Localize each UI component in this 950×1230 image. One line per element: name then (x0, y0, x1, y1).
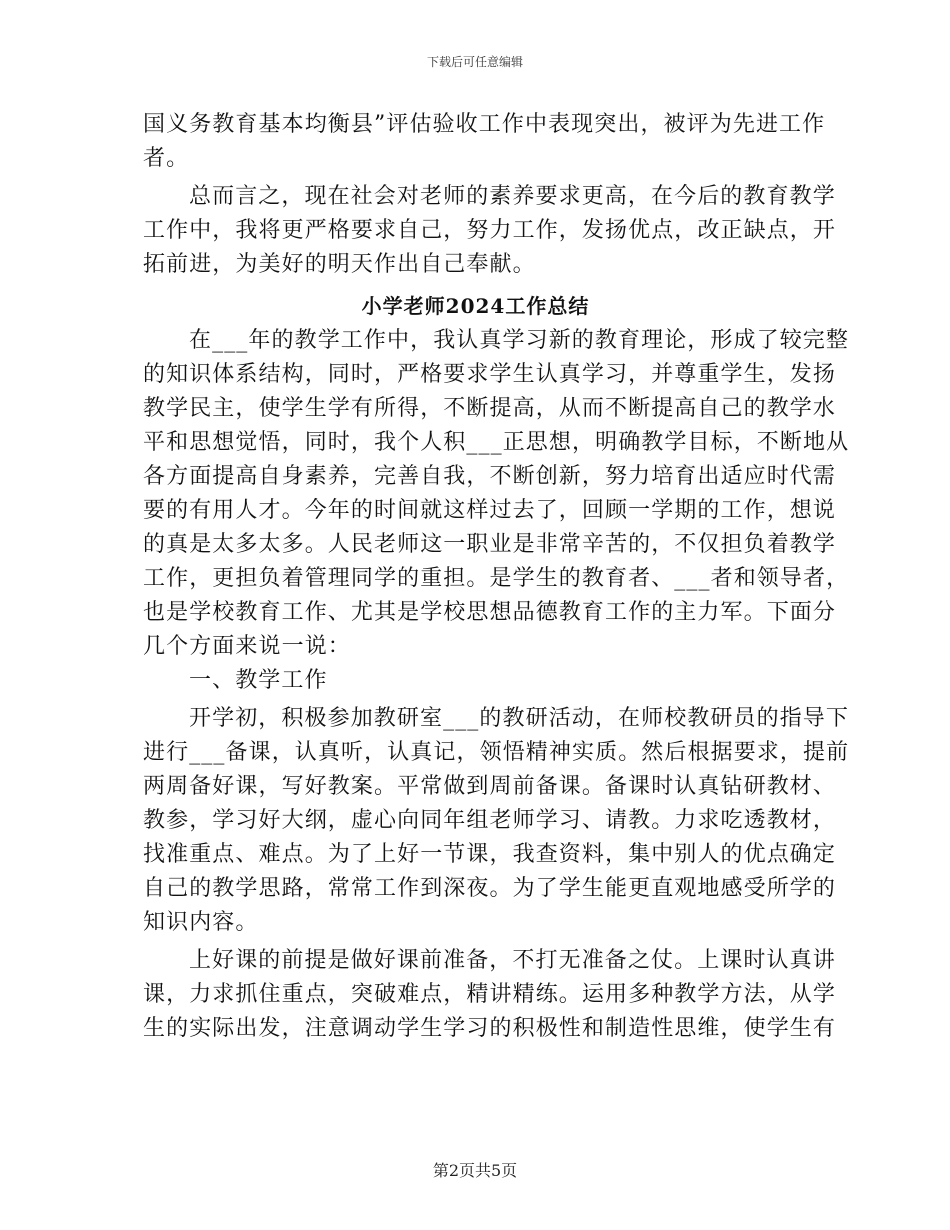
text-line: 教参，学习好大纲，虚心向同年组老师学习、请教。力求吃透教材， (143, 808, 837, 833)
text-line: 生的实际出发，注意调动学生学习的积极性和制造性思维，使学生有 (143, 1016, 837, 1041)
text-line: 也是学校教育工作、尤其是学校思想品德教育工作的主力军。下面分 (143, 600, 837, 625)
document-body (143, 108, 850, 1046)
text-line: 总而言之，现在社会对老师的素养要求更高，在今后的教育教学 (189, 184, 836, 209)
text-line: 自己的教学思路，常常工作到深夜。为了学生能更直观地感受所学的 (143, 876, 837, 901)
text-line: 教学民主，使学生学有所得，不断提高，从而不断提高自己的教学水 (143, 396, 837, 421)
text-line: 上好课的前提是做好课前准备，不打无准备之仗。上课时认真讲 (189, 948, 836, 973)
text-line: 进行___备课，认真听，认真记，领悟精神实质。然后根据要求，提前 (143, 740, 850, 765)
paragraph (143, 180, 837, 282)
text-line: 工作，更担负着管理同学的重担。是学生的教育者、___者和领导者， (143, 566, 850, 591)
section-title: 小学老师2024工作总结 (361, 294, 590, 318)
text-line: 课，力求抓住重点，突破难点，精讲精练。运用多种教学方法，从学 (143, 982, 837, 1007)
text-line: 开学初，积极参加教研室___的教研活动，在师校教研员的指导下 (189, 706, 850, 731)
text-line: 找准重点、难点。为了上好一节课，我查资料，集中别人的优点确定 (143, 842, 837, 867)
paragraph (143, 324, 850, 664)
text-line: 各方面提高自身素养，完善自我，不断创新，努力培育出适应时代需 (143, 464, 837, 489)
text-line: 的知识体系结构，同时，严格要求学生认真学习，并尊重学生，发扬 (143, 362, 837, 387)
text-line: 的真是太多太多。人民老师这一职业是非常辛苦的，不仅担负着教学 (143, 532, 837, 557)
text-line: 两周备好课，写好教案。平常做到周前备课。备课时认真钻研教材、 (143, 774, 837, 799)
text-line: 者。 (143, 146, 190, 171)
text-line: 要的有用人才。今年的时间就这样过去了，回顾一学期的工作，想说 (143, 498, 837, 523)
text-line: 国义务教育基本均衡县”评估验收工作中表现突出，被评为先进工作 (143, 112, 826, 137)
text-line: 平和思想觉悟，同时，我个人积___正思想，明确教学目标，不断地从 (143, 430, 850, 455)
paragraph (143, 944, 837, 1046)
text-line: 知识内容。 (143, 910, 259, 935)
text-line: 在___年的教学工作中，我认真学习新的教育理论，形成了较完整 (189, 328, 850, 353)
text-line: 工作中，我将更严格要求自己，努力工作，发扬优点，改正缺点，开 (143, 218, 837, 243)
subsection-heading (143, 664, 808, 698)
text-line: 几个方面来说一说： (143, 634, 351, 659)
text-line: 一、教学工作 (189, 668, 328, 693)
page-number: 第2页共5页 (432, 1161, 518, 1180)
paragraph (143, 702, 850, 940)
paragraph (143, 108, 826, 176)
text-line: 拓前进，为美好的明天作出自己奉献。 (143, 252, 536, 277)
page-header-note: 下载后可任意编辑 (426, 55, 523, 69)
